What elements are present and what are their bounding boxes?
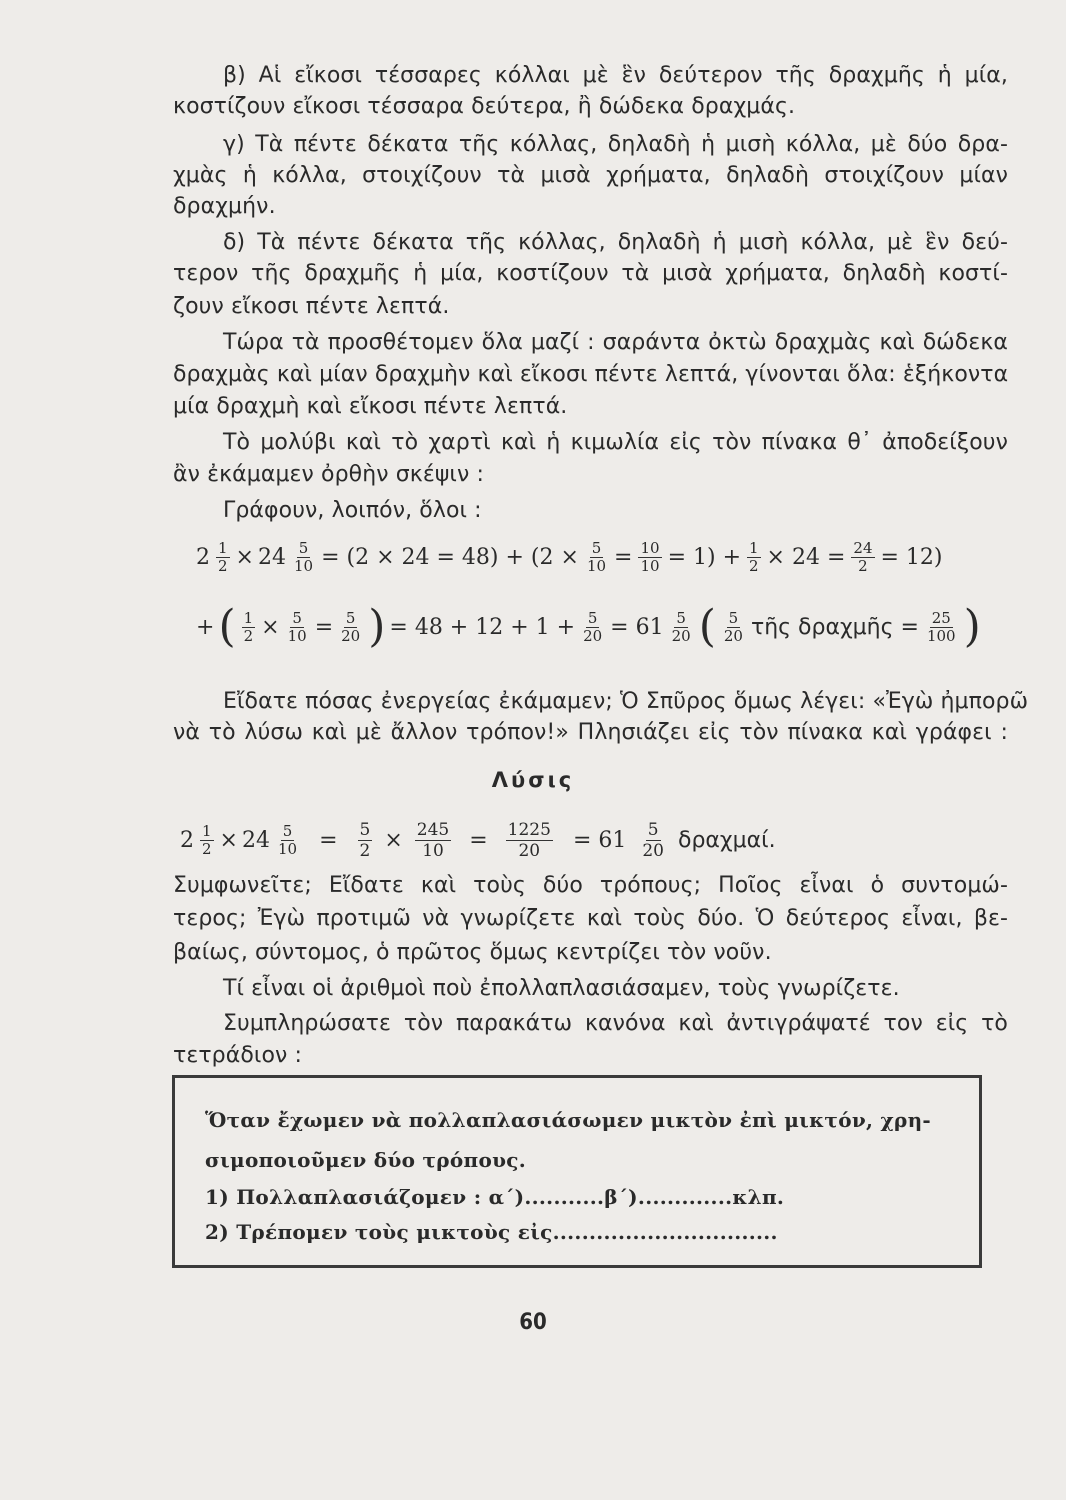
- text-line: κοστίζουν εἴκοσι τέσσαρα δεύτερα, ἢ δώδεκα δραχμάς.: [173, 94, 796, 119]
- paren-open: (: [698, 601, 716, 652]
- text-line: Τὸ μολύβι καὶ τὸ χαρτὶ καὶ ἡ κιμωλία εἰς τὸν πίνακα θ᾽ ἀποδείξουν: [223, 430, 1008, 455]
- text-line: τερον τῆς δραχμῆς ἡ μία, κοστίζουν τὰ μισὰ χρήματα, δηλαδὴ κοστί-: [173, 261, 1008, 286]
- text-line: Τώρα τὰ προσθέτομεν ὅλα μαζί : σαράντα ὀκτὼ δραχμὰς καὶ δώδεκα: [223, 330, 1008, 355]
- text-line: δραχμήν.: [173, 194, 276, 219]
- text-line: Εἴδατε πόσας ἐνεργείας ἐκάμαμεν; Ὁ Σπῦρος ὅμως λέγει: «Ἐγὼ ἠμπορῶ: [223, 689, 1029, 714]
- fraction: $\frac{1}{2}$: [202, 822, 212, 858]
- math-term: τῆς δραχμῆς =: [750, 614, 919, 640]
- fraction: $\frac{1}{2}$: [749, 539, 759, 575]
- fraction: $\frac{25}{100}$: [926, 608, 956, 645]
- math-operator: =: [319, 828, 338, 853]
- rule-line: Ὅταν ἔχωμεν νὰ πολλαπλασιάσωμεν μικτὸν ἐπὶ μικτόν, χρη-: [205, 1108, 932, 1132]
- paren-close: ): [368, 601, 386, 652]
- math-term: 24: [241, 828, 270, 853]
- fraction: $\frac{5}{10}$: [293, 539, 314, 575]
- text-line: Γράφουν, λοιπόν, ὅλοι :: [223, 498, 482, 523]
- math-operator: =: [469, 828, 488, 853]
- fraction: $\frac{1225}{20}$: [507, 820, 551, 861]
- fraction: $\frac{5}{20}$: [671, 608, 691, 645]
- text-line: Συμφωνεῖτε; Εἴδατε καὶ τοὺς δύο τρόπους; Ποῖος εἶναι ὁ συντομώ-: [173, 873, 1008, 898]
- math-term: 2: [196, 545, 210, 570]
- rule-line: 1) Πολλαπλασιάζομεν : α΄)...........β΄).............κλπ.: [205, 1185, 785, 1209]
- text-line: τετράδιον :: [173, 1043, 303, 1068]
- fraction: $\frac{1}{2}$: [218, 539, 228, 575]
- fraction: $\frac{5}{10}$: [586, 539, 607, 575]
- text-line: βαίως, σύντομος, ὁ πρῶτος ὅμως κεντρίζει τὸν νοῦν.: [173, 940, 772, 965]
- text-line: ἂν ἐκάμαμεν ὀρθὴν σκέψιν :: [173, 462, 484, 487]
- math-term: = 48 + 12 + 1 +: [389, 614, 576, 640]
- paren-open: (: [218, 601, 236, 652]
- fraction: $\frac{5}{2}$: [359, 820, 371, 861]
- math-operator: =: [614, 545, 633, 570]
- text-line: ζουν εἴκοσι πέντε λεπτά.: [173, 294, 450, 319]
- fraction: $\frac{5}{20}$: [642, 820, 664, 861]
- text-line: Τί εἶναι οἱ ἀριθμοὶ ποὺ ἐπολλαπλασιάσαμεν, τοὺς γνωρίζετε.: [223, 976, 900, 1001]
- equation-long-method-2: [196, 601, 981, 652]
- text-line: γ) Τὰ πέντε δέκατα τῆς κόλλας, δηλαδὴ ἡ μισὴ κόλλα, μὲ δύο δρα-: [223, 132, 1008, 157]
- math-term: 2: [180, 828, 194, 853]
- fraction: $\frac{1}{2}$: [243, 608, 254, 645]
- solution-heading: Λύσις: [491, 768, 575, 792]
- math-term: = 61: [572, 828, 627, 853]
- math-term: × 24 =: [766, 545, 846, 570]
- fraction: $\frac{5}{20}$: [723, 608, 743, 645]
- math-term: = 12): [880, 545, 943, 570]
- fraction: $\frac{5}{20}$: [583, 608, 603, 645]
- text-line: μία δραχμὴ καὶ εἴκοσι πέντε λεπτά.: [173, 394, 568, 419]
- page-number: 60: [519, 1310, 547, 1335]
- fraction: $\frac{5}{20}$: [341, 608, 361, 645]
- fraction: $\frac{5}{10}$: [277, 822, 298, 858]
- text-line: τερος; Ἐγὼ προτιμῶ νὰ γνωρίζετε καὶ τοὺς δύο. Ὁ δεύτερος εἶναι, βε-: [173, 906, 1008, 931]
- math-operator: =: [314, 614, 334, 640]
- math-term: δραχμαί.: [678, 828, 776, 853]
- fraction: $\frac{245}{10}$: [416, 820, 450, 861]
- paren-close: ): [963, 601, 981, 652]
- math-term: = 1) +: [667, 545, 741, 570]
- equation-short-method: [180, 820, 776, 861]
- math-operator: ×: [261, 614, 280, 640]
- math-operator: ×: [384, 828, 403, 853]
- fraction: $\frac{5}{10}$: [287, 608, 307, 645]
- text-line: Συμπληρώσατε τὸν παρακάτω κανόνα καὶ ἀντιγράψατέ τον εἰς τὸ: [223, 1011, 1008, 1036]
- math-term: = 61: [610, 614, 664, 640]
- equation-long-method-1: [196, 540, 943, 575]
- fraction: $\frac{10}{10}$: [640, 539, 660, 575]
- text-line: χμὰς ἡ κόλλα, στοιχίζουν τὰ μισὰ χρήματα, δηλαδὴ στοιχίζουν μίαν: [173, 163, 1008, 188]
- text-line: δ) Τὰ πέντε δέκατα τῆς κόλλας, δηλαδὴ ἡ μισὴ κόλλα, μὲ ἓν δεύ-: [223, 230, 1008, 255]
- fraction: $\frac{24}{2}$: [853, 539, 873, 575]
- math-term: 24: [257, 545, 286, 570]
- rule-line: σιμοποιοῦμεν δύο τρόπους.: [205, 1148, 527, 1172]
- math-operator: +: [196, 614, 215, 640]
- math-operator: ×: [235, 545, 254, 570]
- math-term: = (2 × 24 = 48) + (2 ×: [321, 545, 579, 570]
- text-line: νὰ τὸ λύσω καὶ μὲ ἄλλον τρόπον!» Πλησιάζει εἰς τὸν πίνακα καὶ γράφει :: [173, 720, 1008, 745]
- text-line: β) Αἱ εἴκοσι τέσσαρες κόλλαι μὲ ἓν δεύτερον τῆς δραχμῆς ἡ μία,: [223, 63, 1008, 88]
- text-line: δραχμὰς καὶ μίαν δραχμὴν καὶ εἴκοσι πέντε λεπτά, γίνονται ὅλα: ἑξήκοντα: [173, 362, 1009, 387]
- math-operator: ×: [219, 828, 238, 853]
- rule-line: 2) Τρέπομεν τοὺς μικτοὺς εἰς...............................: [205, 1220, 778, 1244]
